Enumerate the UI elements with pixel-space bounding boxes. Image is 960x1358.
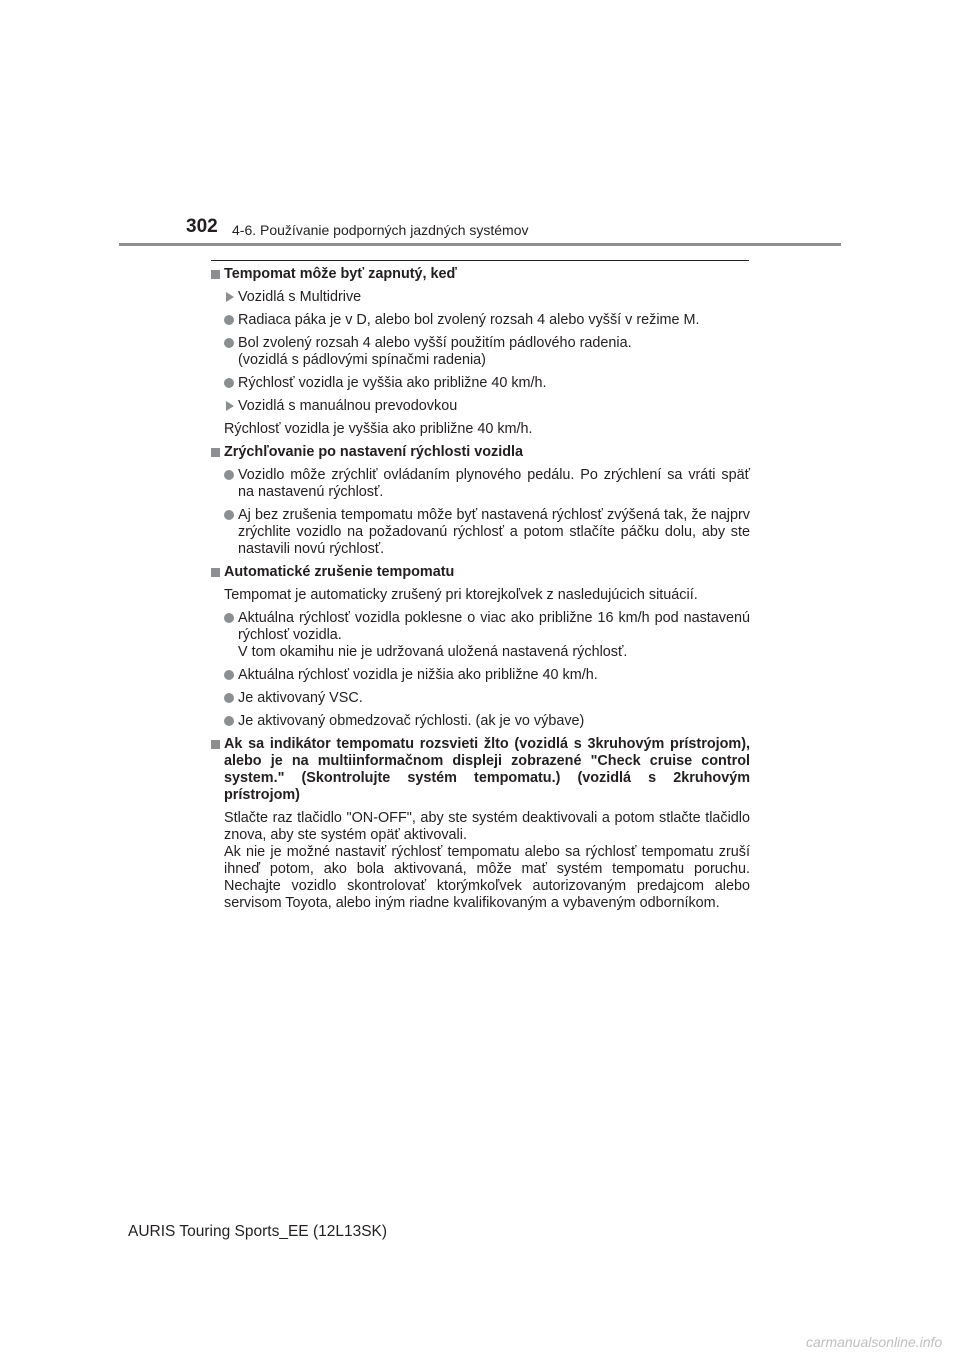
section-heading-text: Zrýchľovanie po nastavení rýchlosti vozidla	[224, 444, 524, 460]
item-text: Vozidlá s Multidrive	[238, 289, 362, 305]
list-item	[210, 667, 750, 684]
square-bullet-icon	[211, 568, 220, 577]
manual-content	[210, 266, 750, 918]
list-item	[210, 690, 750, 707]
text-line: Ak nie je možné nastaviť rýchlosť tempomatu alebo sa rýchlosť tempomatu zruší ihneď potom, ako bola aktivovaná, môže mať systém tempomatu poruchu. Nechajte vozidlo skontrolovať ktorýmkoľvek autorizovaným predajcom alebo servisom Toyota, alebo iným riadne kvalifikovaným a vybaveným odborníkom.	[224, 844, 750, 911]
footer-model-code: AURIS Touring Sports_EE (12L13SK)	[128, 1223, 388, 1240]
item-text: Aktuálna rýchlosť vozidla je nižšia ako približne 40 km/h.	[238, 667, 598, 683]
section-heading	[210, 736, 750, 804]
paragraph	[210, 421, 750, 438]
round-bullet-icon	[224, 716, 234, 726]
round-bullet-icon	[224, 338, 234, 348]
text-line: Stlačte raz tlačidlo "ON-OFF", aby ste systém deaktivovali a potom stlačte tlačidlo znova, aby ste systém opäť aktivovali.	[224, 810, 750, 843]
section-heading	[210, 266, 750, 283]
round-bullet-icon	[224, 670, 234, 680]
item-text: Tempomat je automaticky zrušený pri ktorejkoľvek z nasledujúcich situácií.	[224, 587, 698, 603]
round-bullet-icon	[224, 613, 234, 623]
list-item	[210, 610, 750, 661]
watermark: carmanualsonline.info	[806, 1334, 943, 1350]
list-item	[210, 713, 750, 730]
section-heading-text: Ak sa indikátor tempomatu rozsvieti žlto (vozidlá s 3kruhovým prístrojom), alebo je na multiinformačnom displeji zobrazené "Check cruise control system." (Skontrolujte systém tempomatu.) (vozidlá s 2kruhovým prístrojom)	[224, 736, 750, 803]
page-number: 302	[186, 216, 218, 237]
text-line: (vozidlá s pádlovými spínačmi radenia)	[238, 352, 486, 368]
item-text: Je aktivovaný obmedzovač rýchlosti. (ak je vo výbave)	[238, 713, 585, 729]
section-heading-text: Automatické zrušenie tempomatu	[224, 564, 455, 580]
sub-heading	[210, 398, 750, 415]
list-item	[210, 467, 750, 501]
text-line: Bol zvolený rozsah 4 alebo vyšší použitím pádlového radenia.	[238, 335, 632, 351]
square-bullet-icon	[211, 270, 220, 279]
page-header	[0, 0, 960, 250]
round-bullet-icon	[224, 510, 234, 520]
item-text: Radiaca páka je v D, alebo bol zvolený rozsah 4 alebo vyšší v režime M.	[238, 312, 700, 328]
section-heading	[210, 564, 750, 581]
round-bullet-icon	[224, 693, 234, 703]
square-bullet-icon	[211, 448, 220, 457]
list-item	[210, 312, 750, 329]
paragraph	[210, 587, 750, 604]
sub-heading	[210, 289, 750, 306]
section-divider	[211, 260, 749, 261]
section-heading-text: Tempomat môže byť zapnutý, keď	[224, 266, 457, 282]
round-bullet-icon	[224, 378, 234, 388]
section-heading	[210, 444, 750, 461]
paragraph	[210, 810, 750, 912]
item-text: Rýchlosť vozidla je vyššia ako približne 40 km/h.	[238, 375, 547, 391]
text-line: V tom okamihu nie je udržovaná uložená nastavená rýchlosť.	[238, 644, 628, 660]
item-text: Je aktivovaný VSC.	[238, 690, 363, 706]
list-item	[210, 335, 750, 369]
square-bullet-icon	[211, 740, 220, 749]
round-bullet-icon	[224, 315, 234, 325]
triangle-arrow-icon	[226, 401, 234, 411]
list-item	[210, 507, 750, 558]
item-text: Vozidlá s manuálnou prevodovkou	[238, 398, 458, 414]
triangle-arrow-icon	[226, 292, 234, 302]
header-divider	[119, 243, 841, 246]
text-line: Aktuálna rýchlosť vozidla poklesne o viac ako približne 16 km/h pod nastavenú rýchlosť vozidla.	[238, 610, 750, 643]
round-bullet-icon	[224, 470, 234, 480]
list-item	[210, 375, 750, 392]
chapter-title: 4-6. Používanie podporných jazdných systémov	[232, 222, 529, 238]
item-text: Rýchlosť vozidla je vyššia ako približne 40 km/h.	[224, 421, 533, 437]
item-text: Aj bez zrušenia tempomatu môže byť nastavená rýchlosť zvýšená tak, že najprv zrýchlite vozidlo na požadovanú rýchlosť a potom stlačíte páčku dolu, aby ste nastavili novú rýchlosť.	[238, 507, 750, 557]
item-text: Vozidlo môže zrýchliť ovládaním plynového pedálu. Po zrýchlení sa vráti späť na nastavenú rýchlosť.	[238, 467, 750, 500]
